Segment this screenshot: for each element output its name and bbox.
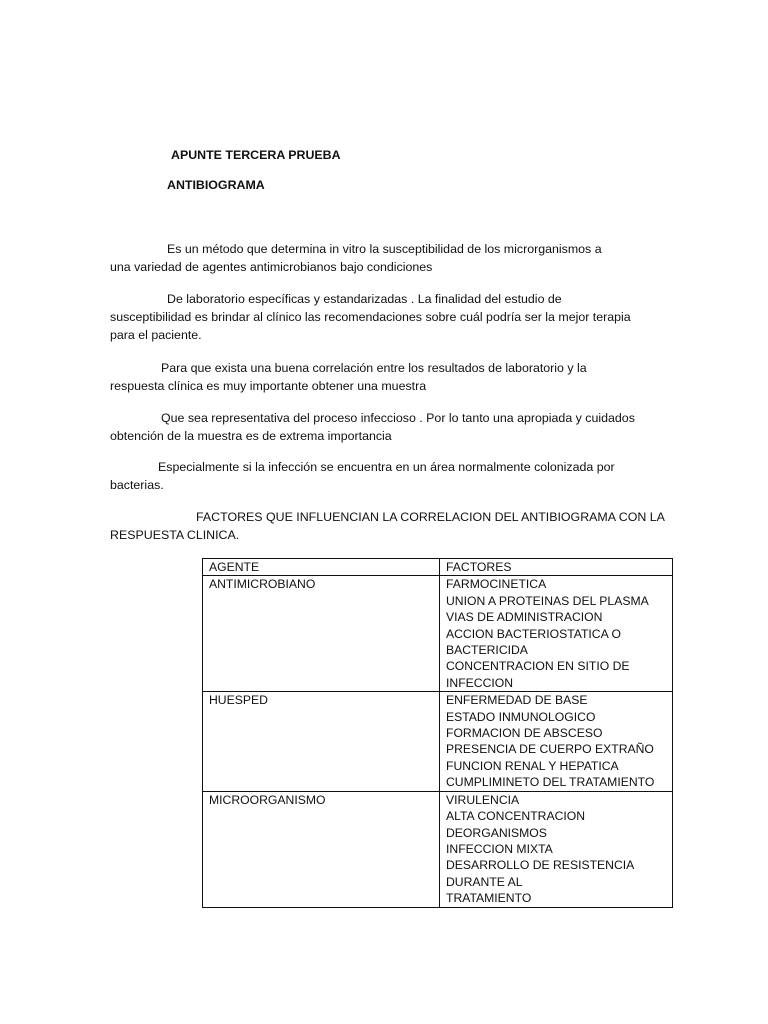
paragraph-line: bacterias. bbox=[110, 478, 164, 492]
table-cell-factors bbox=[440, 791, 673, 907]
factor-item: FARMOCINETICA bbox=[446, 577, 547, 592]
factor-item: ALTA CONCENTRACION bbox=[446, 809, 586, 824]
paragraph-line: respuesta clínica es muy importante obtener una muestra bbox=[110, 379, 427, 393]
factor-item: VIRULENCIA bbox=[446, 792, 520, 807]
factor-item: ACCION BACTERIOSTATICA O bbox=[446, 626, 621, 641]
table-row bbox=[203, 791, 673, 907]
factor-item: ESTADO INMUNOLOGICO bbox=[446, 709, 596, 724]
document-subheading: ANTIBIOGRAMA bbox=[167, 178, 265, 192]
paragraph-line: susceptibilidad es brindar al clínico las recomendaciones sobre cuál podría ser la mejor terapia bbox=[110, 310, 631, 324]
factor-item: INFECCION MIXTA bbox=[446, 841, 553, 856]
paragraph-correlation bbox=[110, 359, 670, 395]
factor-item: CONCENTRACION EN SITIO DE bbox=[446, 659, 630, 674]
document-heading: APUNTE TERCERA PRUEBA bbox=[171, 148, 341, 162]
paragraph-line: Que sea representativa del proceso infeccioso . Por lo tanto una apropiada y cuidados bbox=[161, 411, 635, 425]
paragraph-purpose bbox=[110, 290, 670, 344]
paragraph-line: Es un método que determina in vitro la susceptibilidad de los microrganismos a bbox=[167, 242, 602, 256]
paragraph-sample bbox=[110, 409, 670, 445]
table-header-row bbox=[203, 559, 673, 576]
paragraph-factors-title bbox=[110, 508, 670, 544]
factor-item: FORMACION DE ABSCESO bbox=[446, 726, 603, 741]
table-header-agent: AGENTE bbox=[203, 559, 440, 576]
factor-item: DURANTE AL bbox=[446, 874, 523, 889]
table-cell-agent: MICROORGANISMO bbox=[203, 791, 440, 907]
factor-item: INFECCION bbox=[446, 675, 514, 690]
paragraph-line: Especialmente si la infección se encuentra en un área normalmente colonizada por bbox=[158, 460, 615, 474]
table-cell-factors bbox=[440, 692, 673, 791]
factor-item: PRESENCIA DE CUERPO EXTRAÑO bbox=[446, 742, 654, 757]
factor-item: VIAS DE ADMINISTRACION bbox=[446, 610, 603, 625]
factor-item: CUMPLIMINETO DEL TRATAMIENTO bbox=[446, 775, 655, 790]
paragraph-line: obtención de la muestra es de extrema importancia bbox=[110, 429, 392, 443]
factor-item: TRATAMIENTO bbox=[446, 891, 532, 906]
paragraph-line: Para que exista una buena correlación entre los resultados de laboratorio y la bbox=[161, 361, 587, 375]
paragraph-colonized bbox=[110, 458, 670, 494]
table-row bbox=[203, 692, 673, 791]
paragraph-line: RESPUESTA CLINICA. bbox=[110, 528, 240, 542]
paragraph-line: una variedad de agentes antimicrobianos bajo condiciones bbox=[110, 260, 433, 274]
factor-item: BACTERICIDA bbox=[446, 643, 528, 658]
factor-item: DEORGANISMOS bbox=[446, 825, 547, 840]
paragraph-line: para el paciente. bbox=[110, 328, 202, 342]
paragraph-line: De laboratorio específicas y estandarizadas . La finalidad del estudio de bbox=[167, 292, 562, 306]
table-cell-factors bbox=[440, 576, 673, 692]
factor-item: FUNCION RENAL Y HEPATICA bbox=[446, 758, 619, 773]
paragraph-line: FACTORES QUE INFLUENCIAN LA CORRELACION DEL ANTIBIOGRAMA CON LA bbox=[196, 510, 665, 524]
factors-table bbox=[202, 558, 673, 908]
table-cell-agent: ANTIMICROBIANO bbox=[203, 576, 440, 692]
table-header-factors: FACTORES bbox=[440, 559, 673, 576]
factor-item: UNION A PROTEINAS DEL PLASMA bbox=[446, 593, 649, 608]
factor-item: ENFERMEDAD DE BASE bbox=[446, 693, 588, 708]
table-row bbox=[203, 576, 673, 692]
factor-item: DESARROLLO DE RESISTENCIA bbox=[446, 858, 635, 873]
table-cell-agent: HUESPED bbox=[203, 692, 440, 791]
paragraph-definition bbox=[110, 240, 670, 276]
